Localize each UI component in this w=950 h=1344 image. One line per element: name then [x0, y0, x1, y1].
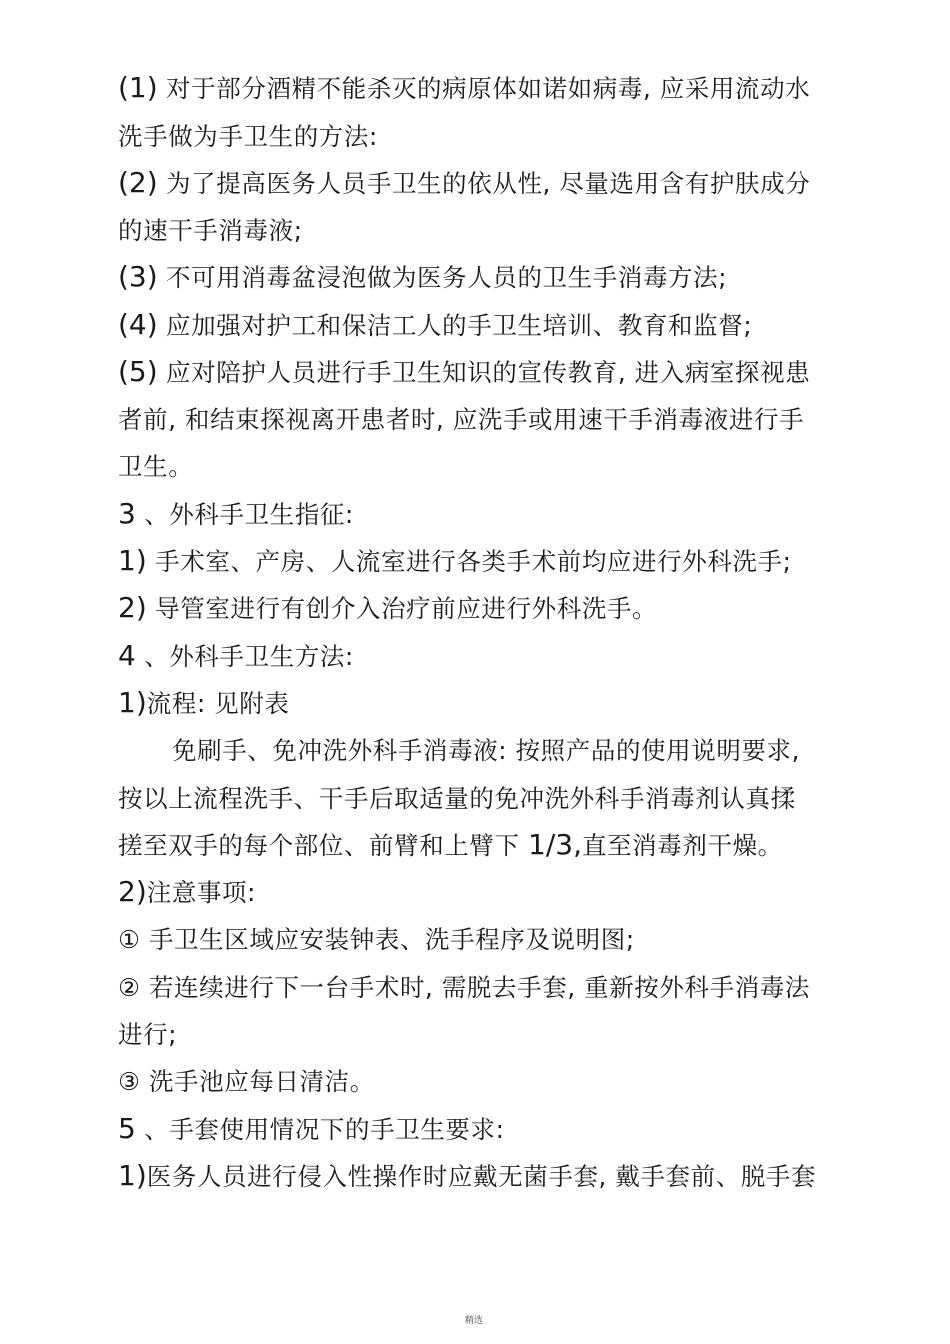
section-number: 5 [118, 1112, 136, 1145]
item-number: 2) [118, 875, 147, 908]
text-line [118, 971, 840, 1004]
section-heading [118, 1113, 840, 1146]
text-line [118, 214, 840, 247]
text-line [118, 876, 840, 909]
item-number: (3) [118, 260, 158, 293]
line-text: 卫生。 [118, 452, 194, 481]
text-line [172, 734, 840, 767]
line-text: 应对陪护人员进行手卫生知识的宣传教育, 进入病室探视患 [157, 358, 811, 387]
line-text-tail: 直至消毒剂干燥。 [581, 831, 783, 860]
fraction-value: 1/3, [528, 828, 582, 861]
text-line [118, 450, 840, 483]
line-text: ② 若连续进行下一台手术时, 需脱去手套, 重新按外科手消毒法 [118, 973, 811, 1002]
line-text: 手术室、产房、人流室进行各类手术前均应进行外科洗手; [146, 547, 792, 576]
text-line [118, 309, 840, 342]
text-line [118, 1160, 840, 1193]
line-text: 搓至双手的每个部位、前臂和上臂下 [118, 831, 528, 860]
item-number: 1) [118, 686, 147, 719]
text-line [118, 1065, 840, 1098]
section-number: 4 [118, 639, 136, 672]
line-text: 导管室进行有创介入治疗前应进行外科洗手。 [146, 594, 658, 623]
line-text: 进行; [118, 1020, 178, 1049]
text-line [118, 923, 840, 956]
line-text: 洗手做为手卫生的方法: [118, 122, 378, 151]
line-text: 对于部分酒精不能杀灭的病原体如诺如病毒, 应采用流动水 [157, 74, 811, 103]
text-line [118, 687, 840, 720]
line-text: 医务人员进行侵入性操作时应戴无菌手套, 戴手套前、脱手套 [146, 1162, 817, 1191]
section-number: 3 [118, 497, 136, 530]
text-line [118, 72, 840, 105]
page-footer: 精选 [464, 1316, 483, 1326]
line-text: 按以上流程洗手、干手后取适量的免冲洗外科手消毒剂认真揉 [118, 784, 796, 813]
text-line [118, 120, 840, 153]
text-line [118, 592, 840, 625]
text-line [118, 167, 840, 200]
line-text: 的速干手消毒液; [118, 216, 303, 245]
text-line [118, 356, 840, 389]
item-number: 1) [118, 544, 147, 577]
line-text: 为了提高医务人员手卫生的依从性, 尽量选用含有护肤成分 [157, 169, 811, 198]
line-text: 不可用消毒盆浸泡做为医务人员的卫生手消毒方法; [157, 263, 728, 292]
text-line [118, 782, 840, 815]
item-number: (2) [118, 166, 158, 199]
text-line [118, 261, 840, 294]
text-line [118, 545, 840, 578]
line-text: ① 手卫生区域应安装钟表、洗手程序及说明图; [118, 925, 635, 954]
item-number: 1) [118, 1159, 147, 1192]
line-text: 者前, 和结束探视离开患者时, 应洗手或用速干手消毒液进行手 [118, 405, 805, 434]
item-number: 2) [118, 591, 147, 624]
text-line [118, 829, 840, 862]
text-line [118, 403, 840, 436]
line-text: 应加强对护工和保洁工人的手卫生培训、教育和监督; [157, 311, 753, 340]
item-number: (4) [118, 308, 158, 341]
section-heading [118, 498, 840, 531]
text-line [118, 1018, 840, 1051]
section-heading [118, 640, 840, 673]
line-text: 注意事项: [146, 878, 257, 907]
line-text: ③ 洗手池应每日清洁。 [118, 1067, 375, 1096]
line-text: 免刷手、免冲洗外科手消毒液: 按照产品的使用说明要求, [172, 736, 801, 765]
line-text: 、外科手卫生方法: [135, 642, 354, 671]
line-text: 、外科手卫生指征: [135, 500, 354, 529]
item-number: (1) [118, 71, 158, 104]
item-number: (5) [118, 355, 158, 388]
line-text: 流程: 见附表 [146, 689, 290, 718]
line-text: 、手套使用情况下的手卫生要求: [135, 1115, 505, 1144]
